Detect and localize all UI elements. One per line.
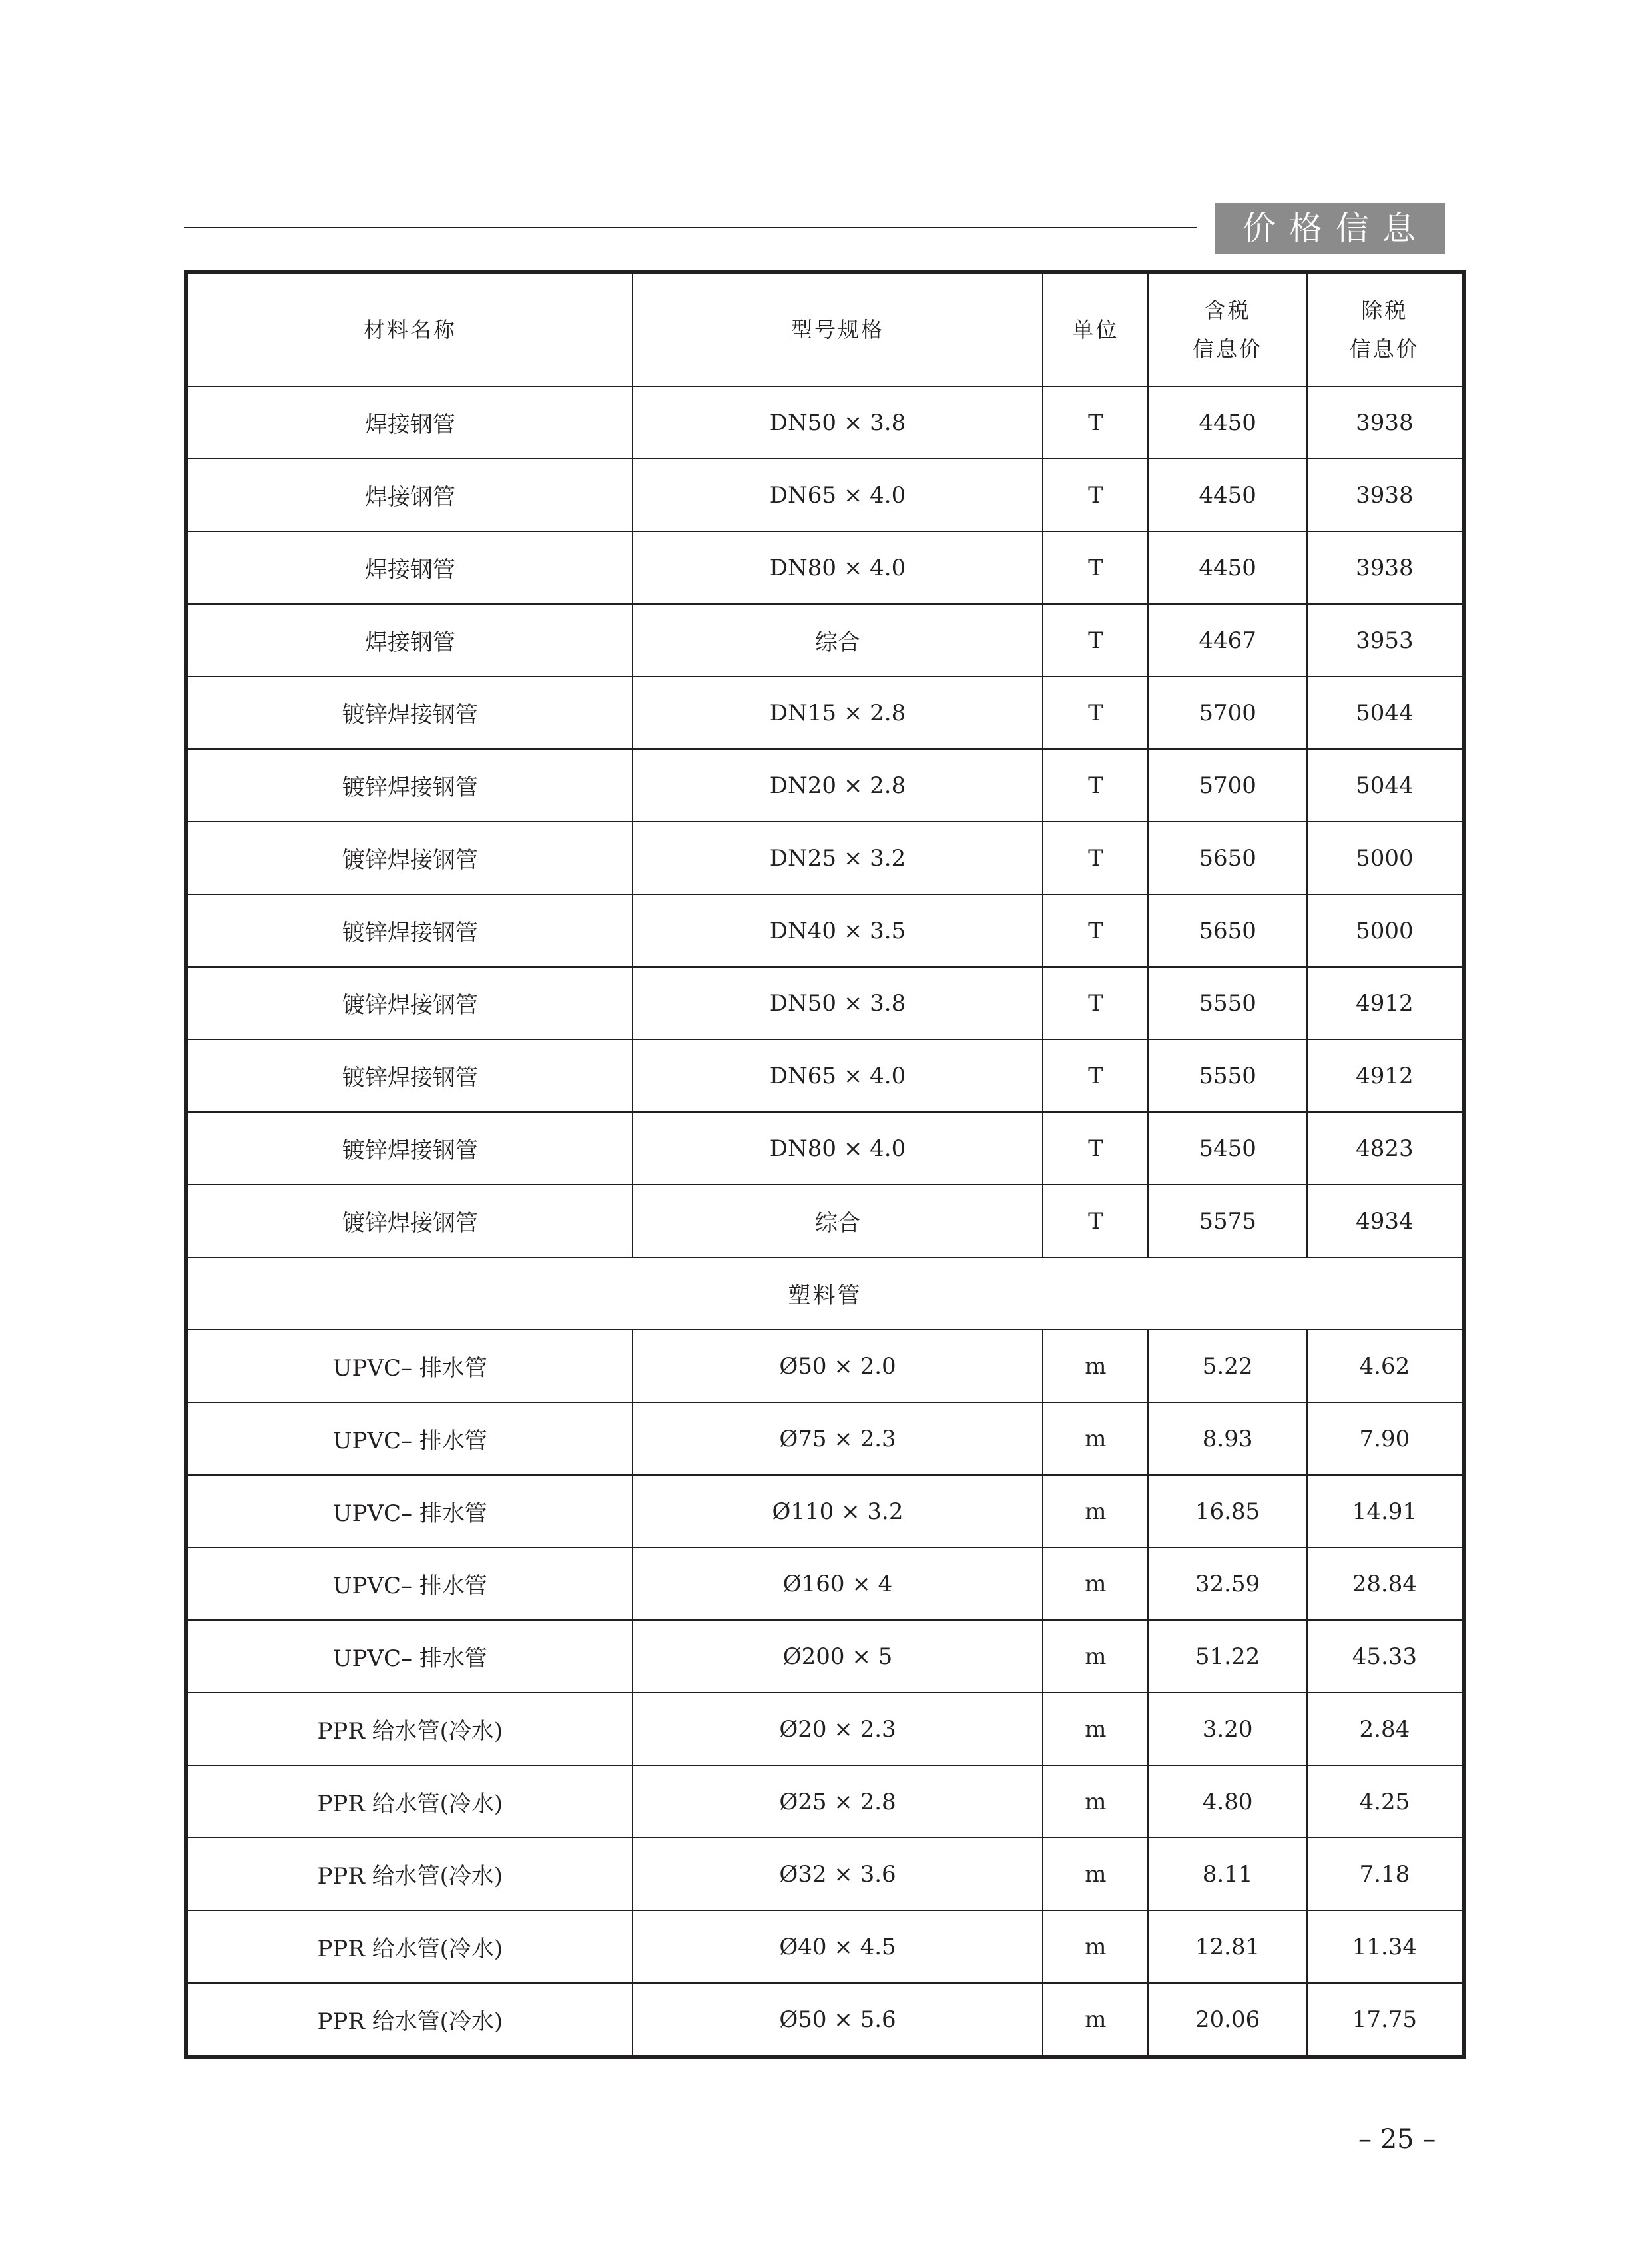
table-row (186, 1185, 1464, 1257)
price-table (184, 270, 1466, 2059)
cell-spec: Ø20 × 2.3 (633, 1693, 1043, 1765)
cell-name: 焊接钢管 (186, 386, 633, 459)
cell-price-with-tax: 16.85 (1148, 1475, 1306, 1548)
table-row (186, 822, 1464, 894)
table-row (186, 894, 1464, 967)
col-header-spec: 型号规格 (633, 272, 1043, 386)
cell-spec: DN15 × 2.8 (633, 677, 1043, 749)
cell-unit: T (1043, 677, 1148, 749)
col-header-name: 材料名称 (186, 272, 633, 386)
cell-spec: DN50 × 3.8 (633, 386, 1043, 459)
col-header-price-ex-tax-line2: 信息价 (1349, 336, 1420, 362)
col-header-price-with-tax (1148, 272, 1306, 386)
cell-unit: m (1043, 1983, 1148, 2057)
header-rule (184, 227, 1197, 228)
cell-unit: T (1043, 822, 1148, 894)
cell-name: UPVC– 排水管 (186, 1402, 633, 1475)
cell-name: UPVC– 排水管 (186, 1475, 633, 1548)
cell-unit: m (1043, 1765, 1148, 1838)
cell-price-with-tax: 4450 (1148, 459, 1306, 531)
table-row (186, 1330, 1464, 1402)
cell-price-with-tax: 4450 (1148, 531, 1306, 604)
table-row (186, 531, 1464, 604)
cell-price-with-tax: 5650 (1148, 822, 1306, 894)
cell-name: 镀锌焊接钢管 (186, 1039, 633, 1112)
cell-unit: T (1043, 1185, 1148, 1257)
cell-price-ex-tax: 5000 (1307, 894, 1464, 967)
cell-price-ex-tax: 7.90 (1307, 1402, 1464, 1475)
table-row (186, 1838, 1464, 1910)
cell-unit: T (1043, 894, 1148, 967)
cell-name: 镀锌焊接钢管 (186, 967, 633, 1039)
cell-price-ex-tax: 4.25 (1307, 1765, 1464, 1838)
cell-name: 镀锌焊接钢管 (186, 1112, 633, 1185)
cell-spec: DN80 × 4.0 (633, 1112, 1043, 1185)
table-header-row (186, 272, 1464, 386)
table-row (186, 1983, 1464, 2057)
cell-price-with-tax: 8.93 (1148, 1402, 1306, 1475)
cell-unit: T (1043, 1112, 1148, 1185)
cell-price-ex-tax: 14.91 (1307, 1475, 1464, 1548)
cell-unit: m (1043, 1548, 1148, 1620)
cell-spec: DN40 × 3.5 (633, 894, 1043, 967)
table-row (186, 386, 1464, 459)
cell-price-with-tax: 4467 (1148, 604, 1306, 677)
cell-price-with-tax: 4.80 (1148, 1765, 1306, 1838)
table-row (186, 967, 1464, 1039)
cell-unit: m (1043, 1475, 1148, 1548)
cell-unit: m (1043, 1402, 1148, 1475)
cell-unit: m (1043, 1330, 1148, 1402)
cell-price-ex-tax: 17.75 (1307, 1983, 1464, 2057)
cell-price-ex-tax: 3938 (1307, 459, 1464, 531)
cell-name: UPVC– 排水管 (186, 1548, 633, 1620)
cell-price-with-tax: 5575 (1148, 1185, 1306, 1257)
cell-name: UPVC– 排水管 (186, 1330, 633, 1402)
cell-unit: T (1043, 459, 1148, 531)
cell-unit: m (1043, 1693, 1148, 1765)
cell-unit: T (1043, 386, 1148, 459)
table-row (186, 677, 1464, 749)
cell-price-with-tax: 5550 (1148, 1039, 1306, 1112)
col-header-price-ex-tax (1307, 272, 1464, 386)
cell-unit: m (1043, 1910, 1148, 1983)
table-row (186, 604, 1464, 677)
table-row (186, 1910, 1464, 1983)
table-row (186, 1402, 1464, 1475)
cell-spec: DN20 × 2.8 (633, 749, 1043, 822)
cell-price-with-tax: 5450 (1148, 1112, 1306, 1185)
col-header-price-ex-tax-line1: 除税 (1361, 298, 1408, 323)
cell-price-with-tax: 51.22 (1148, 1620, 1306, 1693)
cell-spec: Ø32 × 3.6 (633, 1838, 1043, 1910)
cell-name: 镀锌焊接钢管 (186, 822, 633, 894)
cell-name: 焊接钢管 (186, 604, 633, 677)
cell-price-ex-tax: 4.62 (1307, 1330, 1464, 1402)
page-number: – 25 – (1358, 2124, 1436, 2155)
cell-spec: Ø40 × 4.5 (633, 1910, 1043, 1983)
table-row (186, 1112, 1464, 1185)
cell-unit: T (1043, 967, 1148, 1039)
cell-name: PPR 给水管(冷水) (186, 1910, 633, 1983)
cell-price-with-tax: 8.11 (1148, 1838, 1306, 1910)
section-title-badge: 价格信息 (1215, 203, 1445, 254)
cell-spec: 综合 (633, 1185, 1043, 1257)
cell-price-ex-tax: 7.18 (1307, 1838, 1464, 1910)
cell-name: 镀锌焊接钢管 (186, 894, 633, 967)
cell-price-with-tax: 20.06 (1148, 1983, 1306, 2057)
cell-price-with-tax: 4450 (1148, 386, 1306, 459)
cell-price-ex-tax: 4934 (1307, 1185, 1464, 1257)
table-row (186, 459, 1464, 531)
cell-name: PPR 给水管(冷水) (186, 1838, 633, 1910)
cell-spec: DN25 × 3.2 (633, 822, 1043, 894)
cell-price-ex-tax: 3938 (1307, 531, 1464, 604)
cell-spec: DN65 × 4.0 (633, 1039, 1043, 1112)
cell-price-with-tax: 5700 (1148, 749, 1306, 822)
cell-price-ex-tax: 28.84 (1307, 1548, 1464, 1620)
cell-price-ex-tax: 3938 (1307, 386, 1464, 459)
cell-spec: Ø25 × 2.8 (633, 1765, 1043, 1838)
table-row (186, 749, 1464, 822)
cell-name: 镀锌焊接钢管 (186, 677, 633, 749)
cell-spec: Ø50 × 2.0 (633, 1330, 1043, 1402)
cell-unit: T (1043, 531, 1148, 604)
section-label-plastic: 塑料管 (186, 1257, 1464, 1330)
table-row (186, 1039, 1464, 1112)
cell-unit: m (1043, 1838, 1148, 1910)
cell-price-with-tax: 32.59 (1148, 1548, 1306, 1620)
cell-name: 镀锌焊接钢管 (186, 749, 633, 822)
cell-price-with-tax: 5650 (1148, 894, 1306, 967)
table-row (186, 1475, 1464, 1548)
cell-name: PPR 给水管(冷水) (186, 1693, 633, 1765)
cell-price-ex-tax: 4912 (1307, 1039, 1464, 1112)
cell-name: PPR 给水管(冷水) (186, 1983, 633, 2057)
cell-spec: 综合 (633, 604, 1043, 677)
cell-price-with-tax: 5550 (1148, 967, 1306, 1039)
cell-name: 镀锌焊接钢管 (186, 1185, 633, 1257)
section-row-plastic (186, 1257, 1464, 1330)
cell-spec: Ø75 × 2.3 (633, 1402, 1043, 1475)
cell-unit: T (1043, 749, 1148, 822)
cell-spec: Ø160 × 4 (633, 1548, 1043, 1620)
cell-price-ex-tax: 5044 (1307, 677, 1464, 749)
cell-price-ex-tax: 5044 (1307, 749, 1464, 822)
cell-price-ex-tax: 5000 (1307, 822, 1464, 894)
cell-unit: T (1043, 1039, 1148, 1112)
cell-name: PPR 给水管(冷水) (186, 1765, 633, 1838)
cell-unit: m (1043, 1620, 1148, 1693)
col-header-price-with-tax-line2: 信息价 (1193, 336, 1263, 362)
cell-price-ex-tax: 4823 (1307, 1112, 1464, 1185)
cell-name: UPVC– 排水管 (186, 1620, 633, 1693)
table-row (186, 1693, 1464, 1765)
cell-spec: DN50 × 3.8 (633, 967, 1043, 1039)
table-row (186, 1548, 1464, 1620)
col-header-unit: 单位 (1043, 272, 1148, 386)
cell-price-ex-tax: 11.34 (1307, 1910, 1464, 1983)
col-header-price-with-tax-line1: 含税 (1204, 298, 1251, 323)
table-row (186, 1620, 1464, 1693)
cell-name: 焊接钢管 (186, 531, 633, 604)
cell-price-with-tax: 12.81 (1148, 1910, 1306, 1983)
cell-name: 焊接钢管 (186, 459, 633, 531)
cell-price-ex-tax: 3953 (1307, 604, 1464, 677)
cell-spec: DN65 × 4.0 (633, 459, 1043, 531)
cell-spec: DN80 × 4.0 (633, 531, 1043, 604)
cell-price-ex-tax: 2.84 (1307, 1693, 1464, 1765)
cell-spec: Ø110 × 3.2 (633, 1475, 1043, 1548)
cell-unit: T (1043, 604, 1148, 677)
cell-price-ex-tax: 45.33 (1307, 1620, 1464, 1693)
table-row (186, 1765, 1464, 1838)
cell-spec: Ø200 × 5 (633, 1620, 1043, 1693)
cell-price-ex-tax: 4912 (1307, 967, 1464, 1039)
cell-price-with-tax: 5700 (1148, 677, 1306, 749)
cell-spec: Ø50 × 5.6 (633, 1983, 1043, 2057)
cell-price-with-tax: 3.20 (1148, 1693, 1306, 1765)
cell-price-with-tax: 5.22 (1148, 1330, 1306, 1402)
